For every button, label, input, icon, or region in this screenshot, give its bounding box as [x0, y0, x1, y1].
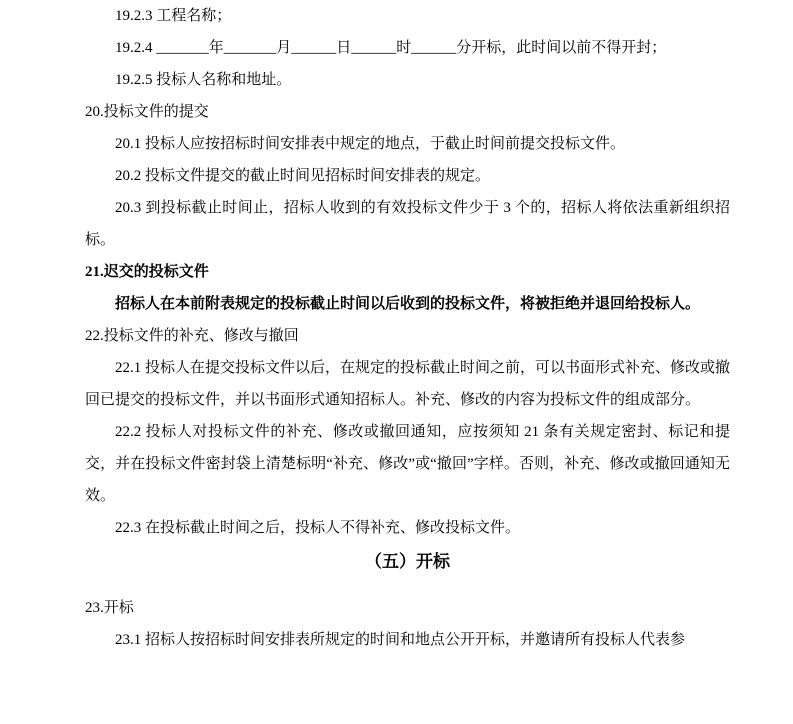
clause-20-1: 20.1 投标人应按招标时间安排表中规定的地点，于截止时间前提交投标文件。: [115, 136, 626, 152]
clause-20-title: 20.投标文件的提交: [85, 104, 209, 120]
clause-23-title: 23.开标: [85, 600, 134, 616]
clause-22-1: 22.1 投标人在提交投标文件以后，在规定的投标截止时间之前，可以书面形式补充、修改或撤回已提交的投标文件，并以书面形式通知招标人。补充、修改的内容为投标文件的组成部分。: [85, 360, 731, 408]
clause-22-title: 22.投标文件的补充、修改与撤回: [85, 328, 299, 344]
clause-19-2-5: 19.2.5 投标人名称和地址。: [115, 72, 292, 88]
section-5-heading: （五）开标: [365, 552, 450, 571]
clause-23-1: 23.1 招标人按招标时间安排表所规定的时间和地点公开开标，并邀请所有投标人代表参: [115, 632, 686, 648]
clause-19-2-3: 19.2.3 工程名称；: [115, 8, 232, 24]
clause-22-3: 22.3 在投标截止时间之后，投标人不得补充、修改投标文件。: [115, 520, 521, 536]
clause-20-2: 20.2 投标文件提交的截止时间见招标时间安排表的规定。: [115, 168, 491, 184]
clause-21-title: 21.迟交的投标文件: [85, 264, 209, 280]
clause-20-3: 20.3 到投标截止时间止，招标人收到的有效投标文件少于 3 个的，招标人将依法重新组织招标。: [85, 200, 730, 248]
clause-19-2-4-open-time-blanks: 19.2.4 _______年_______月______日______时______分开标，此时间以前不得开封；: [115, 40, 667, 56]
clause-21-body: 招标人在本前附表规定的投标截止时间以后收到的投标文件，将被拒绝并退回给投标人。: [115, 296, 701, 312]
clause-22-2: 22.2 投标人对投标文件的补充、修改或撤回通知，应按须知 21 条有关规定密封、标记和提交，并在投标文件密封袋上清楚标明“补充、修改”或“撤回”字样。否则，补充、修改或撤回通知无效。: [85, 424, 730, 504]
